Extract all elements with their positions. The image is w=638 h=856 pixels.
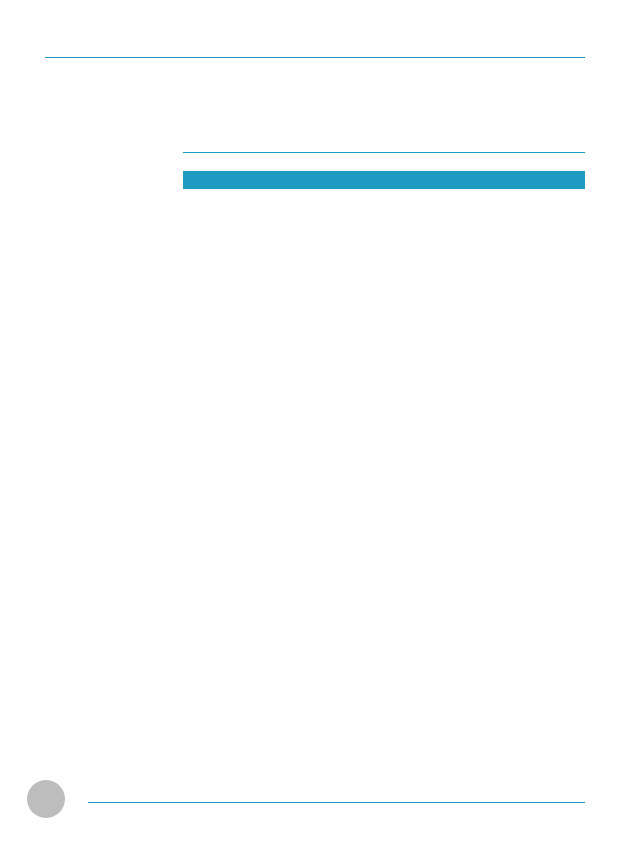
header-number bbox=[183, 171, 217, 189]
bottom-rule bbox=[88, 802, 585, 803]
header-competencias bbox=[217, 171, 317, 189]
table-top-rule bbox=[183, 152, 585, 153]
page-number-badge bbox=[27, 780, 65, 818]
table-header-row bbox=[183, 171, 585, 189]
top-rule bbox=[45, 57, 585, 58]
header-capacidades bbox=[317, 171, 585, 189]
competencias-table bbox=[183, 171, 585, 189]
